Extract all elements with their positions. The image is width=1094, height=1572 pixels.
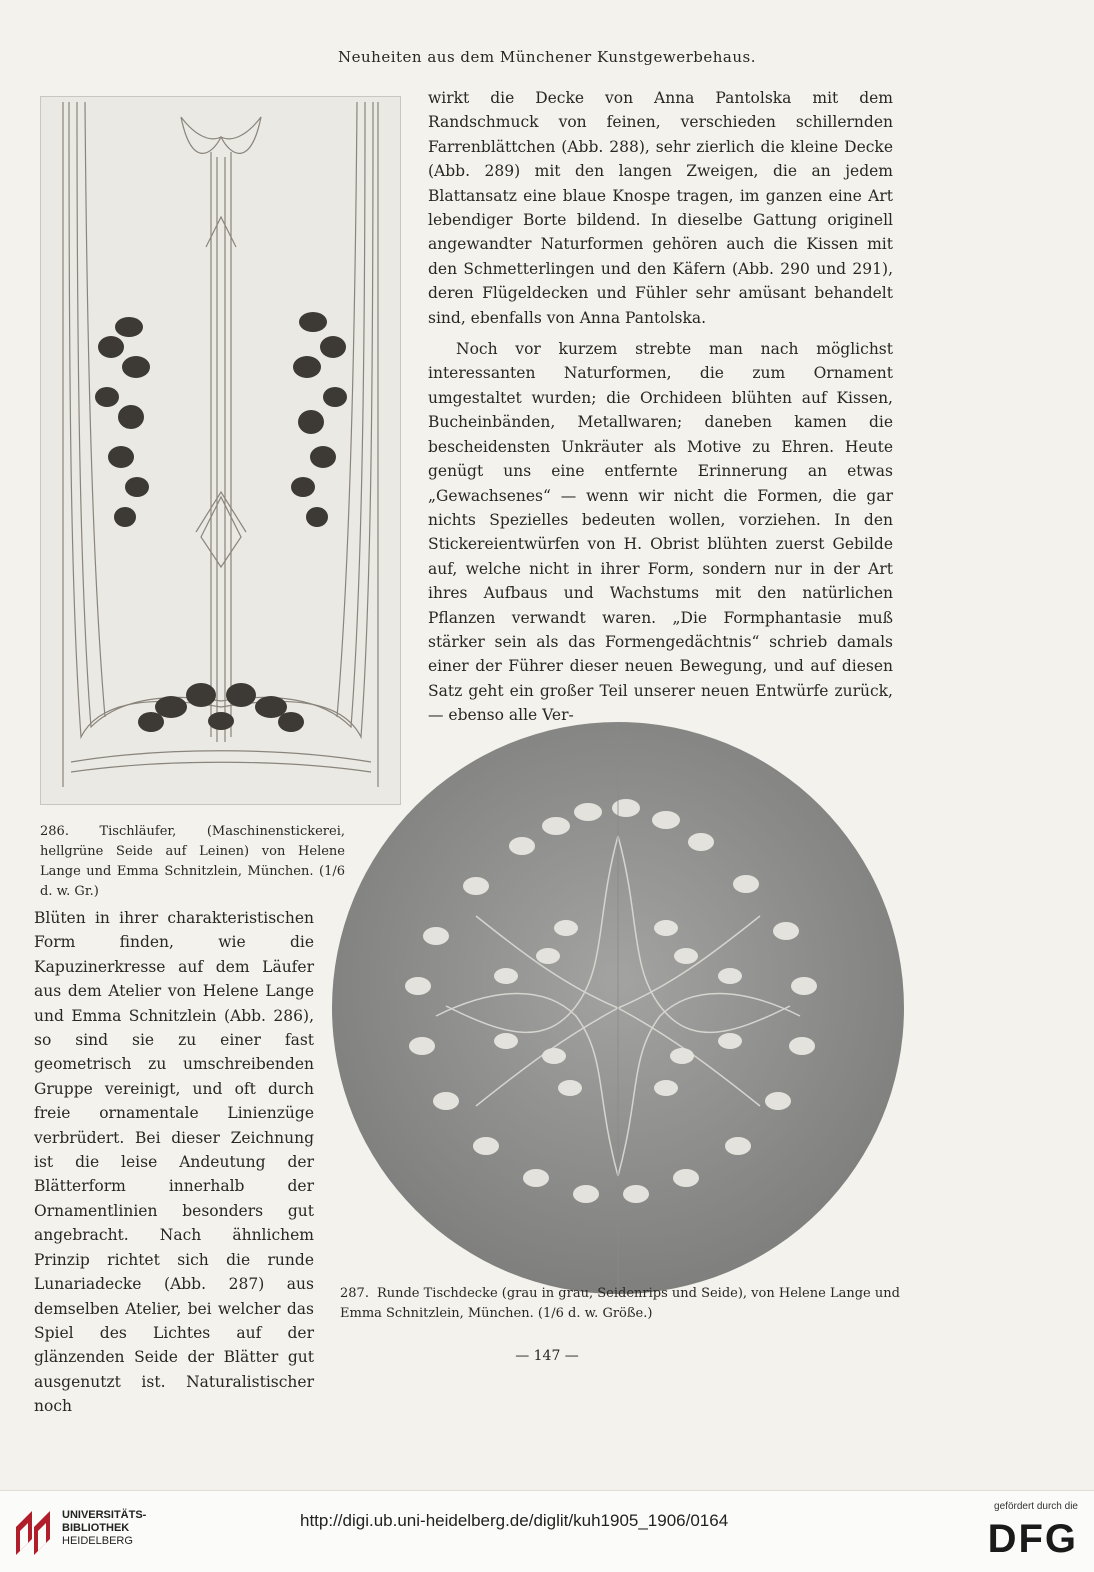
figure-286-table-runner [40,96,401,805]
left-text-column [34,906,314,1419]
running-title: Neuheiten aus dem Münchener Kunstgewerbehaus. [338,48,756,66]
figure-287-round-tablecloth [326,716,910,1300]
figure-286-caption: 286. Tischläufer, (Maschinenstickerei, hellgrüne Seide auf Leinen) von Helene Lange und Emma Schnitzlein, München. (1/6 d. w. Gr.) [40,824,345,899]
funding-label: gefördert durch die [994,1501,1078,1512]
paragraph: Blüten in ihrer charakteristischen Form finden, wie die Kapuzinerkresse auf dem Läufer aus dem Atelier von Helene Lange und Emma Schnitzlein (Abb. 286), so sind sie zu einer fast geometrisch zu umschreibenden Gruppe vereinigt, und oft durch freie ornamentale Linienzüge verbrüdert. Bei dieser Zeichnung ist die leise Andeutung der Blätterform innerhalb der Ornamentlinien besonders gut angebracht. Nach ähnlichem Prinzip richtet sich die runde Lunariadecke (Abb. 287) aus demselben Atelier, bei welcher das Spiel des Lichtes auf der glänzenden Seide der Blätter gut ausgenutzt ist. Naturalistischer noch [34,909,314,1416]
round-tablecloth-illustration [326,716,910,1300]
dfg-logo: DFG [987,1517,1078,1561]
figure-287-caption [340,1284,910,1324]
right-text-column [428,86,893,728]
digitization-footer [0,1490,1094,1572]
table-runner-illustration [41,97,400,804]
institution-name: UNIVERSITÄTS- BIBLIOTHEK HEIDELBERG [62,1509,147,1547]
university-library-logo-icon [12,1505,54,1559]
source-url-link[interactable]: http://digi.ub.uni-heidelberg.de/diglit/kuh1905_1906/0164 [300,1511,729,1530]
paragraph: Noch vor kurzem strebte man nach möglichst interessanten Naturformen, die zum Ornament umgestaltet wurden; die Orchideen blühten auf Kissen, Bucheinbänden, Metallwaren; daneben kamen die bescheidensten Unkräuter als Motive zu Ehren. Heute genügt uns eine entfernte Erinnerung an etwas „Gewachsenes“ — wenn wir nicht die Formen, die gar nichts Spezielles bedeuten wollen, vorziehen. In den Stickereientwürfen von H. Obrist blühten zuerst Gebilde auf, welche nicht in ihrer Form, sondern nur in der Art ihres Aufbaus und Wachstums mit den natürlichen Pflanzen verwandt waren. „Die Formphantasie muß stärker sein als das Formengedächtnis“ schrieb damals einer der Führer dieser neuen Bewegung, und auf diesen Satz geht ein großer Teil unserer neuen Entwürfe zurück, — ebenso alle Ver- [428,340,893,725]
caption-text: Runde Tischdecke (grau in grau, Seidenrips und Seide), von Helene Lange und Emma Schnitzlein, München. (1/6 d. w. Größe.) [340,1286,900,1321]
figure-number: 287. [340,1286,369,1301]
paragraph: wirkt die Decke von Anna Pantolska mit dem Randschmuck von feinen, verschieden schillernden Farrenblättchen (Abb. 288), sehr zierlich die kleine Decke (Abb. 289) mit den langen Zweigen, die an jedem Blattansatz eine blaue Knospe tragen, im ganzen eine Art lebendiger Borte bildend. In dieselbe Gattung originell angewandter Naturformen gehören auch die Kissen mit den Schmetterlingen und den Käfern (Abb. 290 und 291), deren Flügeldecken und Fühler sehr amüsant behandelt sind, ebenfalls von Anna Pantolska. [428,89,893,327]
page-number: — 147 — [515,1348,579,1364]
